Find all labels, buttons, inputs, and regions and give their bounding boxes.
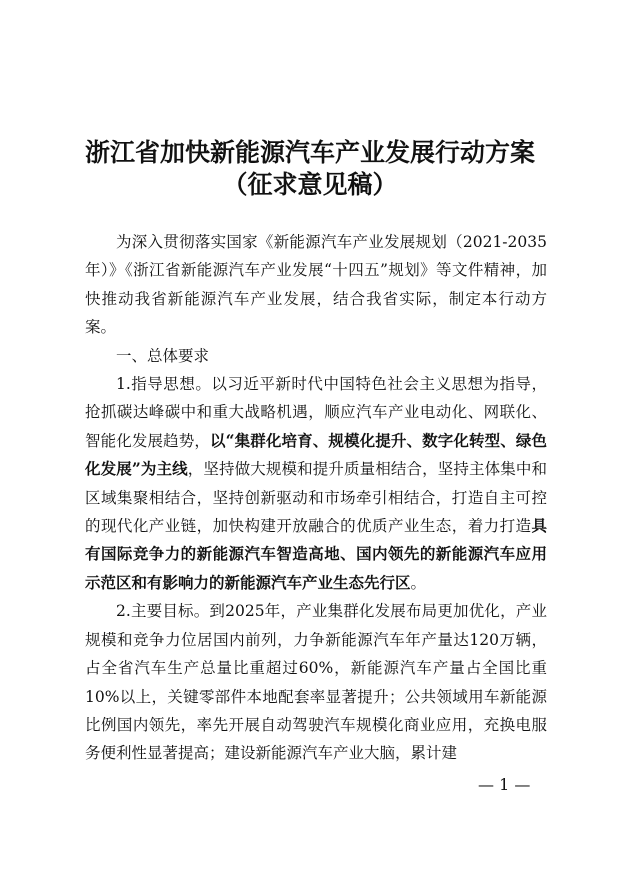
- paragraph-text: ，坚持做大规模和提升质量相结合，坚持主体集中和区域集聚相结合，坚持创新驱动和市场牵引相结合，打造自主可控的现代化产业链，加快构建开放融合的优质产业生态，着力打造: [85, 460, 547, 536]
- document-subtitle: （征求意见稿）: [222, 170, 398, 199]
- guiding-ideology-paragraph: [85, 370, 547, 597]
- page-number: — 1 —: [478, 775, 531, 794]
- bold-emphasis: 以“集群化培育、规模化提升、数字化转型、绿色化发展”为主线: [85, 430, 547, 479]
- section-heading: 一、总体要求: [116, 346, 210, 365]
- paragraph-text: 1.指导思想。以习近平新时代中国特色社会主义思想为指导，抢抓碳达峰碳中和重大战略机遇，顺应汽车产业电动化、网联化、智能化发展趋势，: [85, 375, 547, 450]
- bold-emphasis: 具有国际竞争力的新能源汽车智造高地、国内领先的新能源汽车应用示范区和有影响力的新能源汽车产业生态先行区: [85, 516, 547, 592]
- document-body: [85, 228, 547, 768]
- intro-paragraph: 为深入贯彻落实国家《新能源汽车产业发展规划（2021-2035年）》《浙江省新能源汽车产业发展“十四五”规划》等文件精神，加快推动我省新能源汽车产业发展，结合我省实际，制定本行动方案。: [85, 233, 547, 337]
- paragraph-text: 。: [410, 573, 427, 592]
- document-title: 浙江省加快新能源汽车产业发展行动方案: [84, 138, 535, 167]
- main-goals-paragraph: 2.主要目标。到2025年，产业集群化发展布局更加优化，产业规模和竞争力位居国内前列，力争新能源汽车年产量达120万辆，占全省汽车生产总量比重超过60%，新能源汽车产量占全国比重10%以上，关键零部件本地配套率显著提升；公共领域用车新能源比例国内领先，率先开展自动驾驶汽车规模化商业应用，充换电服务便利性显著提高；建设新能源汽车产业大脑，累计建: [85, 602, 547, 763]
